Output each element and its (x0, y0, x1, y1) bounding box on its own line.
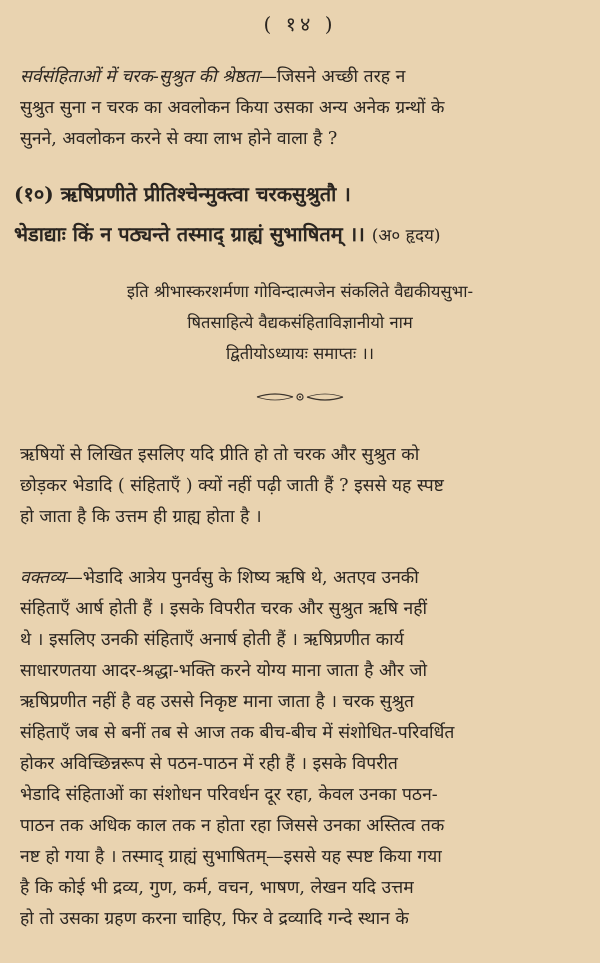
meaning-line-3: हो जाता है कि उत्तम ही ग्राह्य होता है । (20, 507, 262, 527)
ornament-divider-icon (255, 390, 345, 404)
commentary-line-11: है कि कोई भी द्रव्य, गुण, कर्म, वचन, भाषण, लेखन यदि उत्तम (20, 878, 414, 898)
commentary-line-2: संहिताएँ आर्ष होती हैं । इसके विपरीत चरक और सुश्रुत ऋषि नहीं (20, 599, 428, 619)
commentary-line-7: होकर अविच्छिन्नरूप से पठन-पाठन में रही हैं । इसके विपरीत (20, 754, 398, 774)
commentary-line-1: वक्तव्य—भेडादि आत्रेय पुनर्वसु के शिष्य ऋषि थे, अतएव उनकी (20, 568, 419, 588)
meaning-line-1: ऋषियों से लिखित इसलिए यदि प्रीति हो तो चरक और सुश्रुत को (20, 445, 420, 465)
colophon (0, 276, 600, 369)
commentary-line-10: नष्ट हो गया है । तस्माद् ग्राह्यं सुभाषितम्—इससे यह स्पष्ट किया गया (20, 847, 442, 867)
intro-line-2: सुश्रुत सुना न चरक का अवलोकन किया उसका अन्य अनेक ग्रन्थों के (20, 98, 445, 118)
commentary-line-6: संहिताएँ जब से बनीं तब से आज तक बीच-बीच में संशोधित-परिवर्धित (20, 723, 455, 743)
shloka-line-2 (14, 220, 594, 247)
intro-paragraph (20, 62, 586, 155)
meaning-line-2: छोड़कर भेडादि ( संहिताएँ ) क्यों नहीं पढ़ी जाती हैं ? इससे यह स्पष्ट (20, 476, 444, 496)
shloka-line-1: (१०) ऋषिप्रणीते प्रीतिश्चेन्मुक्त्वा चरकसुश्रुतौ । (14, 182, 351, 206)
commentary-line-5: ऋषिप्रणीत नहीं है वह उससे निकृष्ट माना जाता है । चरक सुश्रुत (20, 692, 414, 712)
intro-line-1: सर्वसंहिताओं में चरक-सुश्रुत की श्रेष्ठता—जिसने अच्छी तरह न (20, 67, 406, 87)
commentary-line-4: साधारणतया आदर-श्रद्धा-भक्ति करने योग्य माना जाता है और जो (20, 661, 428, 681)
commentary-line-3: थे । इसलिए उनकी संहिताएँ अनार्ष होती हैं । ऋषिप्रणीत कार्य (20, 630, 404, 650)
shloka-text-2: भेडाद्याः किं न पठ्यन्ते तस्माद् ग्राह्यं सुभाषितम् ।। (14, 222, 365, 246)
page-number: ( १४ ) (263, 12, 337, 36)
colophon-line-2: षितसाहित्ये वैद्यकसंहिताविज्ञानीयो नाम (187, 313, 413, 332)
meaning-paragraph (20, 440, 586, 533)
intro-line-3: सुनने, अवलोकन करने से क्या लाभ होने वाला है ? (20, 129, 338, 149)
intro-heading: सर्वसंहिताओं में चरक-सुश्रुत की श्रेष्ठता (20, 67, 260, 87)
colophon-line-3: द्वितीयोऽध्यायः समाप्तः ।। (225, 344, 375, 363)
commentary-line-12: हो तो उसका ग्रहण करना चाहिए, फिर वे द्रव्यादि गन्दे स्थान के (20, 909, 409, 929)
commentary-line-9: पाठन तक अधिक काल तक न होता रहा जिससे उनका अस्तित्व तक (20, 816, 445, 836)
colophon-line-1: इति श्रीभास्करशर्मणा गोविन्दात्मजेन संकलिते वैद्यकीयसुभा- (126, 282, 474, 301)
commentary-heading: वक्तव्य (20, 568, 66, 588)
shloka-reference: (अ० हृदय) (371, 226, 441, 246)
commentary-line-8: भेडादि संहिताओं का संशोधन परिवर्धन दूर रहा, केवल उनका पठन- (20, 785, 438, 805)
commentary-paragraph (20, 563, 586, 935)
